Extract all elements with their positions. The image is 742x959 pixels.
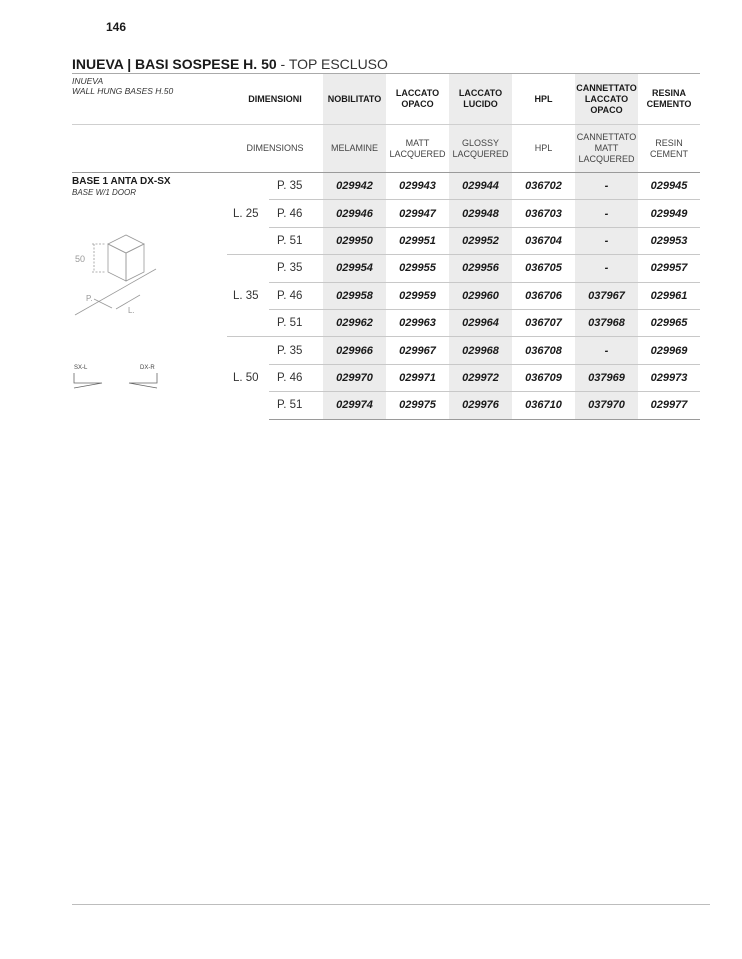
code-cannettato: - — [575, 173, 638, 200]
code-hpl: 036710 — [512, 392, 575, 419]
code-resin-cement: 029965 — [638, 309, 700, 336]
column-header-matt-lacquered: LACCATO OPACO — [386, 74, 449, 125]
width-label: L. 35 — [227, 255, 269, 337]
code-matt-lacquered: 029971 — [386, 364, 449, 391]
code-resin-cement: 029973 — [638, 364, 700, 391]
code-matt-lacquered: 029963 — [386, 309, 449, 336]
page-number: 146 — [106, 20, 127, 34]
column-subheader-hpl: HPL — [512, 125, 575, 173]
code-glossy-lacquered: 029968 — [449, 337, 512, 364]
code-hpl: 036702 — [512, 173, 575, 200]
code-glossy-lacquered: 029960 — [449, 282, 512, 309]
column-subheader-melamine: MELAMINE — [323, 125, 386, 173]
code-glossy-lacquered: 029948 — [449, 200, 512, 227]
code-glossy-lacquered: 029964 — [449, 309, 512, 336]
hinge-right-label: DX-R — [140, 365, 155, 371]
column-subheader-matt-lacquered: MATT LACQUERED — [386, 125, 449, 173]
table-row — [72, 173, 700, 200]
drawing-width-label: L. — [128, 306, 135, 315]
column-header-melamine: NOBILITATO — [323, 74, 386, 125]
price-code-table — [72, 73, 700, 420]
depth-label: P. 51 — [269, 227, 323, 254]
column-subheader-glossy-lacquered: GLOSSY LACQUERED — [449, 125, 512, 173]
product-name: BASE 1 ANTA DX-SX — [72, 176, 171, 187]
product-subtitle: BASE W/1 DOOR — [72, 188, 137, 197]
code-melamine: 029954 — [323, 255, 386, 282]
code-glossy-lacquered: 029956 — [449, 255, 512, 282]
code-matt-lacquered: 029955 — [386, 255, 449, 282]
code-cannettato: 037968 — [575, 309, 638, 336]
code-hpl: 036703 — [512, 200, 575, 227]
width-label: L. 50 — [227, 337, 269, 419]
code-hpl: 036709 — [512, 364, 575, 391]
code-melamine: 029970 — [323, 364, 386, 391]
column-header-cannettato: CANNETTATO LACCATO OPACO — [575, 74, 638, 125]
door-hinge-drawing — [72, 363, 164, 395]
code-matt-lacquered: 029947 — [386, 200, 449, 227]
code-glossy-lacquered: 029952 — [449, 227, 512, 254]
code-hpl: 036706 — [512, 282, 575, 309]
depth-label: P. 35 — [269, 337, 323, 364]
column-header-hpl: HPL — [512, 74, 575, 125]
column-header-resin-cement: RESINA CEMENTO — [638, 74, 700, 125]
page-title — [72, 56, 388, 72]
drawing-depth-label: P. — [86, 294, 93, 303]
page-title-light: - TOP ESCLUSO — [276, 56, 388, 72]
code-resin-cement: 029949 — [638, 200, 700, 227]
code-hpl: 036707 — [512, 309, 575, 336]
code-glossy-lacquered: 029976 — [449, 392, 512, 419]
header-row-italian — [72, 74, 700, 125]
code-melamine: 029958 — [323, 282, 386, 309]
series-label — [72, 74, 227, 125]
code-cannettato: - — [575, 227, 638, 254]
code-resin-cement: 029961 — [638, 282, 700, 309]
code-cannettato: 037967 — [575, 282, 638, 309]
column-subheader-cannettato: CANNETTATO MATT LACQUERED — [575, 125, 638, 173]
depth-label: P. 35 — [269, 173, 323, 200]
footer-rule — [72, 904, 710, 905]
code-melamine: 029946 — [323, 200, 386, 227]
code-resin-cement: 029977 — [638, 392, 700, 419]
code-matt-lacquered: 029967 — [386, 337, 449, 364]
code-matt-lacquered: 029943 — [386, 173, 449, 200]
depth-label: P. 46 — [269, 364, 323, 391]
column-subheader-dimensions: DIMENSIONS — [227, 125, 323, 173]
code-resin-cement: 029969 — [638, 337, 700, 364]
cabinet-dimension-drawing — [72, 231, 162, 321]
code-glossy-lacquered: 029972 — [449, 364, 512, 391]
code-resin-cement: 029953 — [638, 227, 700, 254]
page-title-strong: INUEVA | BASI SOSPESE H. 50 — [72, 56, 277, 72]
code-hpl: 036704 — [512, 227, 575, 254]
product-cell — [72, 173, 227, 420]
depth-label: P. 35 — [269, 255, 323, 282]
drawing-height-label: 50 — [75, 254, 86, 264]
depth-label: P. 51 — [269, 309, 323, 336]
series-name-italian: INUEVA — [72, 76, 104, 86]
column-header-dimensions: DIMENSIONI — [227, 74, 323, 125]
code-cannettato: - — [575, 255, 638, 282]
code-resin-cement: 029957 — [638, 255, 700, 282]
code-matt-lacquered: 029975 — [386, 392, 449, 419]
depth-label: P. 46 — [269, 282, 323, 309]
table-body — [72, 74, 700, 420]
header-spacer — [72, 125, 227, 173]
depth-label: P. 51 — [269, 392, 323, 419]
header-row-english — [72, 125, 700, 173]
width-label: L. 25 — [227, 173, 269, 255]
code-hpl: 036705 — [512, 255, 575, 282]
column-subheader-resin-cement: RESIN CEMENT — [638, 125, 700, 173]
code-glossy-lacquered: 029944 — [449, 173, 512, 200]
code-hpl: 036708 — [512, 337, 575, 364]
series-name-english: WALL HUNG BASES H.50 — [72, 86, 174, 96]
code-melamine: 029966 — [323, 337, 386, 364]
hinge-left-label: SX-L — [74, 365, 88, 371]
code-cannettato: 037969 — [575, 364, 638, 391]
column-header-glossy-lacquered: LACCATO LUCIDO — [449, 74, 512, 125]
code-resin-cement: 029945 — [638, 173, 700, 200]
code-melamine: 029942 — [323, 173, 386, 200]
code-cannettato: 037970 — [575, 392, 638, 419]
code-melamine: 029950 — [323, 227, 386, 254]
depth-label: P. 46 — [269, 200, 323, 227]
code-cannettato: - — [575, 337, 638, 364]
code-matt-lacquered: 029951 — [386, 227, 449, 254]
code-cannettato: - — [575, 200, 638, 227]
code-matt-lacquered: 029959 — [386, 282, 449, 309]
code-melamine: 029974 — [323, 392, 386, 419]
code-melamine: 029962 — [323, 309, 386, 336]
